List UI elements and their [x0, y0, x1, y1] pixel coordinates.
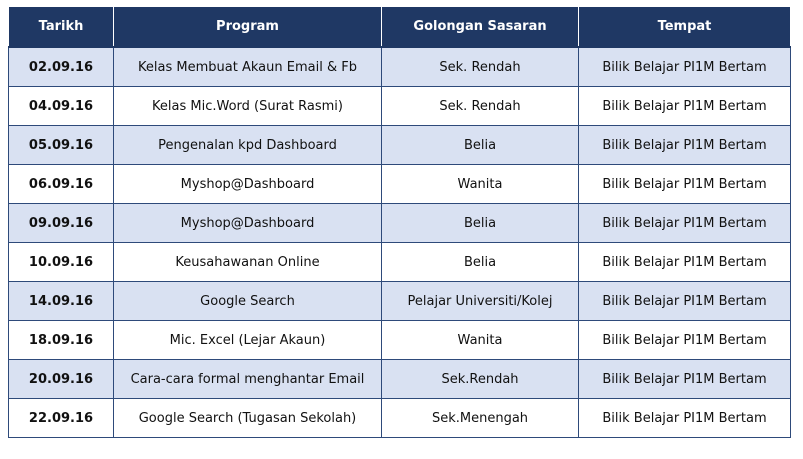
cell-date: 18.09.16 — [9, 321, 114, 360]
table-row — [9, 204, 791, 243]
schedule-table-container — [8, 6, 791, 438]
cell-date: 22.09.16 — [9, 399, 114, 438]
cell-program: Keusahawanan Online — [114, 243, 382, 282]
cell-place: Bilik Belajar PI1M Bertam — [579, 282, 791, 321]
table-body — [9, 47, 791, 438]
cell-group: Sek.Menengah — [382, 399, 579, 438]
cell-date: 20.09.16 — [9, 360, 114, 399]
cell-place: Bilik Belajar PI1M Bertam — [579, 321, 791, 360]
cell-date: 04.09.16 — [9, 87, 114, 126]
cell-place: Bilik Belajar PI1M Bertam — [579, 399, 791, 438]
cell-place: Bilik Belajar PI1M Bertam — [579, 360, 791, 399]
table-header — [9, 7, 791, 48]
header-group: Golongan Sasaran — [382, 7, 579, 48]
cell-date: 09.09.16 — [9, 204, 114, 243]
cell-date: 10.09.16 — [9, 243, 114, 282]
cell-date: 14.09.16 — [9, 282, 114, 321]
cell-place: Bilik Belajar PI1M Bertam — [579, 165, 791, 204]
cell-group: Belia — [382, 243, 579, 282]
cell-group: Sek.Rendah — [382, 360, 579, 399]
cell-place: Bilik Belajar PI1M Bertam — [579, 243, 791, 282]
cell-group: Pelajar Universiti/Kolej — [382, 282, 579, 321]
table-row — [9, 165, 791, 204]
table-row — [9, 321, 791, 360]
cell-program: Google Search — [114, 282, 382, 321]
table-row — [9, 399, 791, 438]
cell-group: Belia — [382, 204, 579, 243]
cell-program: Cara-cara formal menghantar Email — [114, 360, 382, 399]
table-row — [9, 126, 791, 165]
table-row — [9, 243, 791, 282]
cell-group: Belia — [382, 126, 579, 165]
cell-program: Kelas Membuat Akaun Email & Fb — [114, 47, 382, 87]
header-place: Tempat — [579, 7, 791, 48]
header-date: Tarikh — [9, 7, 114, 48]
cell-program: Myshop@Dashboard — [114, 204, 382, 243]
cell-program: Kelas Mic.Word (Surat Rasmi) — [114, 87, 382, 126]
header-program: Program — [114, 7, 382, 48]
table-row — [9, 282, 791, 321]
cell-place: Bilik Belajar PI1M Bertam — [579, 47, 791, 87]
cell-group: Wanita — [382, 165, 579, 204]
table-row — [9, 360, 791, 399]
cell-date: 02.09.16 — [9, 47, 114, 87]
cell-group: Wanita — [382, 321, 579, 360]
cell-place: Bilik Belajar PI1M Bertam — [579, 87, 791, 126]
cell-group: Sek. Rendah — [382, 87, 579, 126]
table-row — [9, 87, 791, 126]
cell-group: Sek. Rendah — [382, 47, 579, 87]
cell-date: 05.09.16 — [9, 126, 114, 165]
cell-program: Myshop@Dashboard — [114, 165, 382, 204]
cell-program: Google Search (Tugasan Sekolah) — [114, 399, 382, 438]
cell-place: Bilik Belajar PI1M Bertam — [579, 126, 791, 165]
schedule-table — [8, 6, 791, 438]
cell-date: 06.09.16 — [9, 165, 114, 204]
cell-place: Bilik Belajar PI1M Bertam — [579, 204, 791, 243]
header-row — [9, 7, 791, 48]
cell-program: Mic. Excel (Lejar Akaun) — [114, 321, 382, 360]
cell-program: Pengenalan kpd Dashboard — [114, 126, 382, 165]
table-row — [9, 47, 791, 87]
